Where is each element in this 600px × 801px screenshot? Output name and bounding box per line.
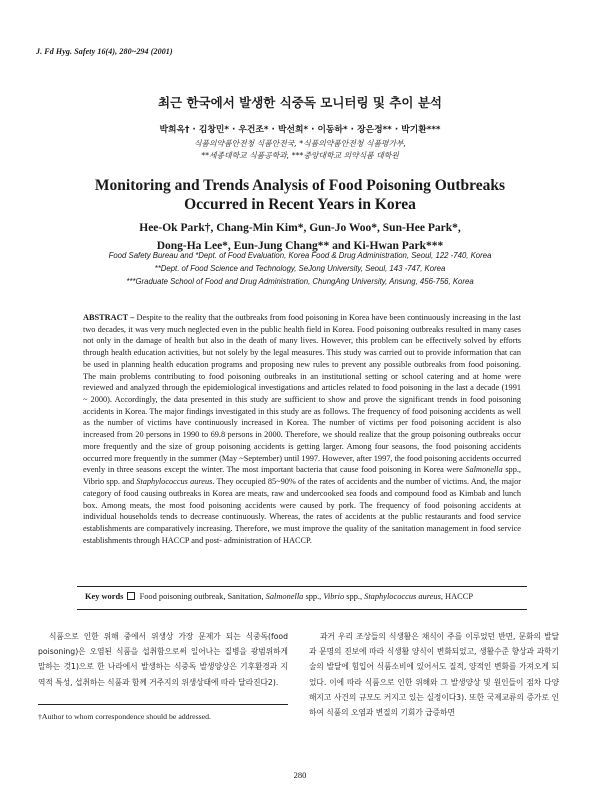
korean-authors: 박희옥† · 김창민* · 우건조* · 박선희* · 이동하* · 장은정** · 박기환*** [159,125,441,135]
abstract-text-3: . They occupied 85~90% of the rates of accidents and the number of victims. And, the major category of food causing outbreaks in Korea are meats, raw and undercooked sea foods and compound food as Kimbab and lunch box. Among meats, the most food poisoning accidents were caused by pork. The frequency of food poisoning accidents at individual households tends to decrease continuously. Whereas, the rates of accidents at the public restaurants and food service establishments are comparatively increasing. Therefore, we must improve the quality of the sanitation management in food service establishments through HACCP and post- administration of HACCP. [83,477,521,545]
journal-citation: J. Fd Hyg. Safety 16(4), 280~294 (2001) [36,47,173,56]
footnote: †Author to whom correspondence should be addressed. [38,712,212,721]
keywords-italic-2: Vibrio [323,592,345,601]
page-number: 280 [293,770,307,780]
abstract-label: ABSTRACT – [83,313,135,322]
abstract [83,312,521,546]
keywords-text-4: , HACCP [440,592,473,601]
body-paragraph-left: 식품으로 인한 위해 중에서 위생상 가장 문제가 되는 식중독(food poisoning)은 오염된 식품을 섭취함으로써 일어나는 질병을 광범위하게 말하는 것1)으로 한 나라에서 발생하는 식중독 발생양상은 기후환경과 지역적 특성, 섭취하는 식품과 함께 거주지의 위생상태에 따라 달라진다2). [38,632,288,687]
english-title [0,176,600,214]
keywords-text-1: Food poisoning outbreak, Sanitation, [137,592,266,601]
korean-title: 최근 한국에서 발생한 식중독 모니터링 및 추이 분석 [157,95,443,110]
footnote-divider [38,704,288,705]
english-title-line-1: Monitoring and Trends Analysis of Food Poisoning Outbreaks [94,177,506,194]
keywords-label: Key words [85,592,124,601]
korean-affiliation-line-1: 식품의약품안전청 식품안전국, *식품의약품안전청 식품평가부, [193,139,407,148]
keywords-text-3: spp., [344,592,365,601]
body-paragraph-right: 과거 우리 조상들의 식생활은 채식이 주를 이루었던 반면, 문화의 발달과 문명의 진보에 따라 식생활 양식이 변화되었고, 생활수준 향상과 과학기술의 발달에 힘입어 식품소비에 있어서도 질적, 양적인 변화를 가져오게 되었다. 이에 따라 식품으로 인한 위해와 그 발생양상 및 원인들이 점차 다양해지고 사건의 규모도 커지고 있는 실정이다3). 또한 국제교류의 증가로 인하여 식품의 오염과 변질의 기회가 급증하면 [309,632,559,718]
english-title-line-2: Occurred in Recent Years in Korea [184,196,416,213]
english-authors [0,219,600,255]
keywords-italic-3: Staphylococcus aureus [364,592,441,601]
keywords-box [77,586,527,610]
english-authors-line-2: Dong-Ha Lee*, Eun-Jung Chang** and Ki-Hwan Park*** [156,240,444,252]
keywords [85,591,523,603]
abstract-italic-salmonella: Salmonella [465,465,503,475]
abstract-text-1: Despite to the reality that the outbreaks from food poisoning in Korea have been continuously increasing in the last two decades, it was very much neglected even in the public health field in Korea. Food poisoning outbreaks resulted in many cases not only in the damage of health but also in the death of many lives. However, this problem can be effectively solved by efforts through health education activities, but not solely by the legal measures. This study was carried out to provide information that can be used in planning health education programs and proposing new rules to prevent any possible outbreaks from food poisoning. The main problems contributing to food poisoning outbreaks in an institutional setting or school catering and at home were reviewed and analyzed through the epidemiological investigations and articles related to food poisoning in the last a decade (1991 ~ 2000). Accordingly, the data presented in this study are sufficient to show and prove the significant trends in food poisoning accidents in Korea. The major findings investigated in this study are as follows. The frequency of food poisoning accidents as well as the number of victims have continuously increased in Korea. The number of victims per food poisoning accident is also increased from 20 persons in 1990 to 69.8 persons in 2000. Therefore, we should realize that the group poisoning outbreaks occur more frequently and the size of group poisoning accidents is getting larger. Among four seasons, the food poisoning accidents occurred more frequently in the summer (May ~September) until 1997. However, after 1997, the food poisoning accidents occurred evenly in three seasons except the winter. The most important bacteria that cause food poisoning in Korea were [83,313,521,475]
body-column-left [38,629,288,690]
keywords-italic-1: Salmonella [265,592,304,601]
english-authors-line-1: Hee-Ok Park†, Chang-Min Kim*, Gun-Jo Woo*, Sun-Hee Park*, [139,222,461,234]
keywords-text-2: spp., [303,592,324,601]
english-affiliation-line-3: ***Graduate School of Food and Drug Administration, ChungAng University, Ansung, 456-756, Korea [126,277,474,286]
body-column-right [309,629,559,720]
english-affiliation-line-2: **Dept. of Food Science and Technology, SeJong University, Seoul, 143 -747, Korea [154,264,446,273]
checkbox-icon [127,592,135,600]
korean-affiliation-line-2: **세종대학교 식품공학과, ***중앙대학교 의약식품 대학원 [201,151,399,160]
abstract-text-2: spp., Vibrio spp. and [83,465,521,487]
english-affiliation-line-1: Food Safety Bureau and *Dept. of Food Evaluation, Korea Food & Drug Administration, Seoul, 122 -740, Korea [108,251,492,260]
abstract-italic-staphylococcus: Staphylococcus aureus [136,477,213,487]
